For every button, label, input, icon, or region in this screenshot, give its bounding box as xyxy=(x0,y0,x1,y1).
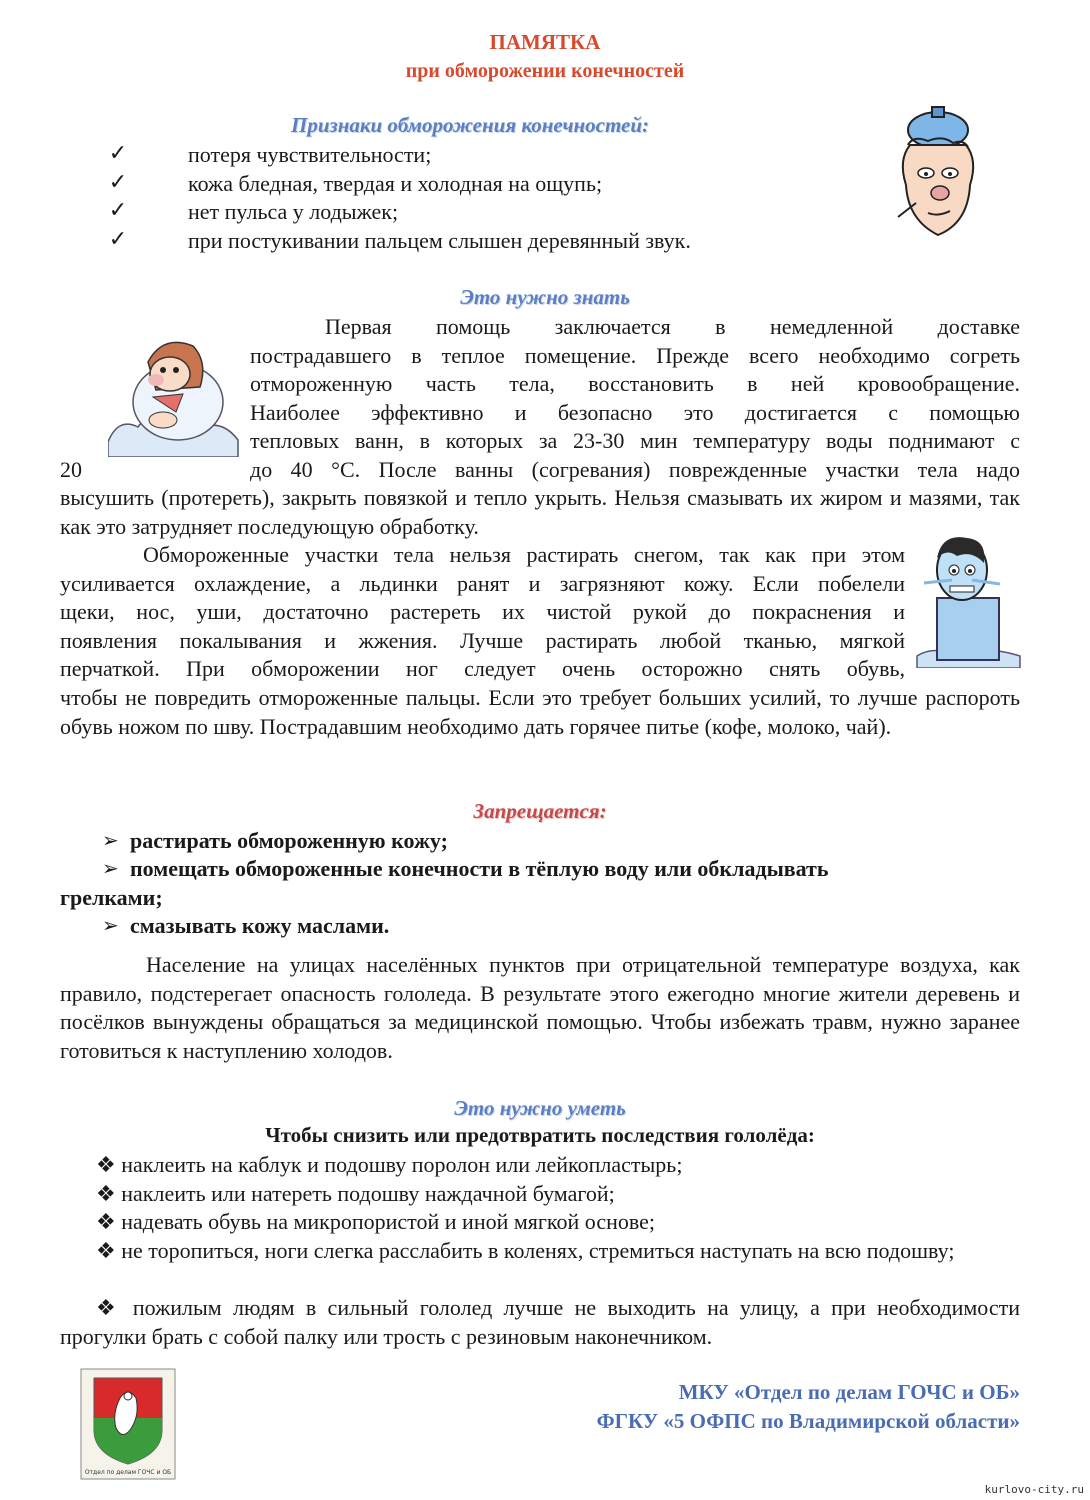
text-block: высушить (протереть), закрыть повязкой и тепло укрыть. Нельзя смазывать их жиром и мазями, так как это затрудняет последующую обработку. xyxy=(60,485,1020,539)
text-line: щеки, нос, уши, достаточно растереть их чистой рукой до покраснения и xyxy=(60,599,905,624)
list-item xyxy=(60,1151,1020,1180)
emblem-logo xyxy=(80,1368,176,1480)
watermark: kurlovo-city.ru xyxy=(984,1483,1084,1496)
skills-heading: Это нужно уметь xyxy=(454,1096,626,1120)
text-line: усиливается охлаждение, а льдинки ранят и загрязняют кожу. Если побелели xyxy=(60,571,905,596)
frozen-woman-illustration xyxy=(108,332,240,457)
check-icon: ✓ xyxy=(108,197,128,222)
list-item xyxy=(60,1180,1020,1209)
know-heading: Это нужно знать xyxy=(460,285,630,309)
footer-org-2: ФГКУ «5 ОФПС по Владимирской области» xyxy=(596,1409,1020,1433)
frozen-boy-illustration xyxy=(912,528,1024,668)
footer-org-1: МКУ «Отдел по делам ГОЧС и ОБ» xyxy=(678,1380,1020,1404)
diamond-bullet-icon: ❖ xyxy=(96,1238,116,1263)
check-icon: ✓ xyxy=(108,226,128,251)
text-line: пострадавшего в теплое помещение. Прежде всего необходимо согреть xyxy=(250,343,1020,368)
list-item-text: наклеить на каблук и подошву поролон или лейкопластырь; xyxy=(121,1152,683,1177)
diamond-bullet-icon: ❖ xyxy=(96,1152,116,1177)
text-line: появления покалывания и жжения. Лучше растирать любой тканью, мягкой xyxy=(60,628,905,653)
arrow-bullet-icon: ➢ xyxy=(102,830,119,852)
margin-number: 20 xyxy=(60,457,82,482)
list-item: нет пульса у лодыжек; xyxy=(188,199,399,224)
check-icon: ✓ xyxy=(108,140,128,165)
list-item xyxy=(60,1208,1020,1237)
diamond-bullet-icon: ❖ xyxy=(96,1209,116,1234)
forbidden-heading: Запрещается: xyxy=(473,799,607,823)
list-item: смазывать кожу маслами. xyxy=(130,913,390,938)
list-item xyxy=(60,1237,1020,1266)
text-line: Обмороженные участки тела нельзя растирать снегом, так как при этом xyxy=(143,542,905,567)
page-subtitle: при обморожении конечностей xyxy=(405,60,685,82)
signs-heading: Признаки обморожения конечностей: xyxy=(290,113,650,137)
emblem-caption: Отдел по делам ГОЧС и ОБ xyxy=(84,1469,172,1476)
list-item: кожа бледная, твердая и холодная на ощупь; xyxy=(188,171,603,196)
diamond-bullet-icon: ❖ xyxy=(96,1181,116,1206)
page-title: ПАМЯТКА xyxy=(489,30,601,54)
text-line: Наиболее эффективно и безопасно это достигается с помощью xyxy=(250,400,1020,425)
check-icon: ✓ xyxy=(108,169,128,194)
diamond-bullet-icon: ❖ xyxy=(96,1295,122,1320)
sick-man-illustration xyxy=(888,105,988,245)
list-item-text: не торопиться, ноги слегка расслабить в коленях, стремиться наступать на всю подошву; xyxy=(121,1238,955,1263)
text-line: отмороженную часть тела, восстановить в ней кровообращение. xyxy=(250,371,1020,396)
text-line: до 40 °С. После ванны (согревания) поврежденные участки тела надо xyxy=(250,457,1020,482)
skills-subheading: Чтобы снизить или предотвратить последствия гололёда: xyxy=(265,1123,815,1147)
ice-paragraph: Население на улицах населённых пунктов при отрицательной температуре воздуха, как правило, подстерегает опасность гололеда. В результате этого ежегодно многие жители деревень и посёлков вынуждены обращаться за медицинской помощью. Чтобы избежать травм, нужно заранее готовиться к наступлению холодов. xyxy=(60,952,1020,1063)
text-block: чтобы не повредить отмороженные пальцы. Если это требует больших усилий, то лучше распороть обувь ножом по шву. Пострадавшим необходимо дать горячее питье (кофе, молоко, чай). xyxy=(60,685,1020,739)
text-line: перчаткой. При обморожении ног следует очень осторожно снять обувь, xyxy=(60,656,905,681)
text-line: Первая помощь заключается в немедленной доставке xyxy=(325,314,1020,339)
list-item: при постукивании пальцем слышен деревянный звук. xyxy=(188,228,691,253)
list-item-text: наклеить или натереть подошву наждачной бумагой; xyxy=(121,1181,615,1206)
list-item xyxy=(60,1294,1020,1351)
list-item-text: пожилым людям в сильный гололед лучше не выходить на улицу, а при необходимости прогулки брать с собой палку или трость с резиновым наконечником. xyxy=(60,1295,1020,1349)
arrow-bullet-icon: ➢ xyxy=(102,915,119,937)
arrow-bullet-icon: ➢ xyxy=(102,858,119,880)
list-item: потеря чувствительности; xyxy=(188,142,432,167)
list-item-text: надевать обувь на микропористой и иной мягкой основе; xyxy=(121,1209,656,1234)
text-line: тепловых ванн, в которых за 23-30 мин температуру воды поднимают с xyxy=(250,428,1020,453)
list-item: помещать обмороженные конечности в тёплую воду или обкладывать xyxy=(130,856,829,881)
list-item: растирать обмороженную кожу; xyxy=(130,828,448,853)
list-item-continuation: грелками; xyxy=(60,885,163,910)
